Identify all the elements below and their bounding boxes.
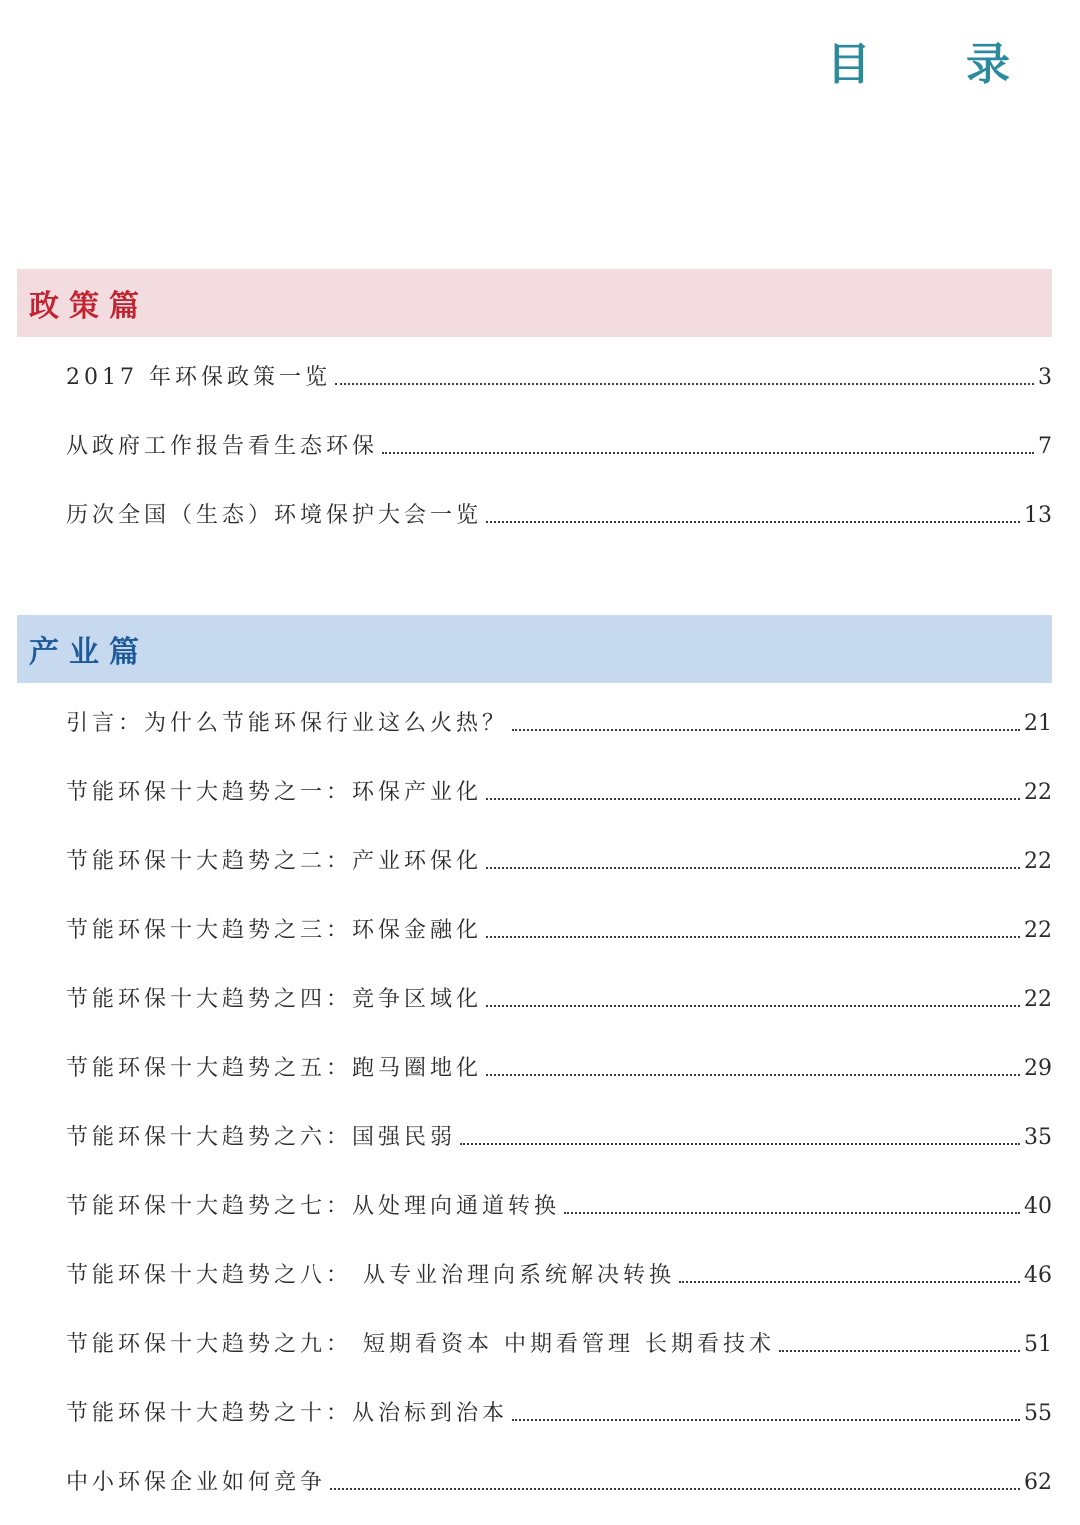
toc-entry-label: 节能环保十大趋势之一：环保产业化 — [66, 780, 483, 805]
page-title: 目 录 — [826, 39, 1050, 90]
toc-entry-label: 节能环保十大趋势之三：环保金融化 — [66, 918, 483, 943]
toc-entry-page: 3 — [1038, 365, 1052, 390]
toc-entry-label: 节能环保十大趋势之八： 从专业治理向系统解决转换 — [66, 1263, 675, 1288]
toc-entry-label: 引言：为什么节能环保行业这么火热？ — [66, 711, 509, 736]
leader-dots — [486, 866, 1020, 869]
leader-dots — [486, 935, 1020, 938]
toc-entry[interactable] — [66, 753, 1052, 822]
toc-entry[interactable] — [66, 1443, 1052, 1512]
toc-entry-page: 7 — [1038, 434, 1052, 459]
toc-entry[interactable] — [66, 1305, 1052, 1374]
toc-entry-label: 节能环保十大趋势之七：从处理向通道转换 — [66, 1194, 561, 1219]
leader-dots — [679, 1280, 1020, 1283]
toc-entry-label: 节能环保十大趋势之九： 短期看资本 中期看管理 长期看技术 — [66, 1332, 775, 1357]
toc-entry[interactable] — [66, 407, 1052, 476]
toc-entry-page: 51 — [1024, 1332, 1052, 1357]
toc-entry-page: 22 — [1024, 849, 1052, 874]
toc-entry-page: 22 — [1024, 918, 1052, 943]
leader-dots — [512, 1418, 1020, 1421]
toc-entry-page: 22 — [1024, 987, 1052, 1012]
toc-entry[interactable] — [66, 822, 1052, 891]
toc-entry[interactable] — [66, 684, 1052, 753]
section-heading-industry: 产业篇 — [17, 615, 1052, 683]
toc-entry[interactable] — [66, 1029, 1052, 1098]
toc-entry-page: 40 — [1024, 1194, 1052, 1219]
toc-entry-label: 节能环保十大趋势之四：竞争区域化 — [66, 987, 483, 1012]
toc-entry-label: 2017 年环保政策一览 — [66, 365, 331, 390]
toc-entry-label: 节能环保十大趋势之十：从治标到治本 — [66, 1401, 509, 1426]
toc-entry-page: 55 — [1024, 1401, 1052, 1426]
leader-dots — [486, 1073, 1020, 1076]
leader-dots — [486, 520, 1020, 523]
toc-entry[interactable] — [66, 476, 1052, 545]
toc-entry-page: 13 — [1024, 503, 1052, 528]
leader-dots — [512, 728, 1020, 731]
toc-list-industry — [66, 684, 1052, 1512]
toc-entry[interactable] — [66, 1374, 1052, 1443]
toc-entry-label: 中小环保企业如何竞争 — [66, 1470, 327, 1495]
toc-entry-page: 21 — [1024, 711, 1052, 736]
toc-entry[interactable] — [66, 1236, 1052, 1305]
toc-entry[interactable] — [66, 1167, 1052, 1236]
toc-entry-label: 从政府工作报告看生态环保 — [66, 434, 379, 459]
toc-entry-label: 节能环保十大趋势之二：产业环保化 — [66, 849, 483, 874]
toc-entry[interactable] — [66, 960, 1052, 1029]
leader-dots — [330, 1487, 1020, 1490]
leader-dots — [779, 1349, 1020, 1352]
toc-entry[interactable] — [66, 1098, 1052, 1167]
toc-list-policy — [66, 338, 1052, 545]
toc-entry-page: 29 — [1024, 1056, 1052, 1081]
toc-entry-page: 35 — [1024, 1125, 1052, 1150]
toc-entry-page: 22 — [1024, 780, 1052, 805]
leader-dots — [486, 1004, 1020, 1007]
toc-entry-page: 46 — [1024, 1263, 1052, 1288]
leader-dots — [460, 1142, 1020, 1145]
toc-entry-label: 节能环保十大趋势之六：国强民弱 — [66, 1125, 457, 1150]
toc-entry[interactable] — [66, 338, 1052, 407]
leader-dots — [486, 797, 1020, 800]
section-heading-policy: 政策篇 — [17, 269, 1052, 337]
toc-entry[interactable] — [66, 891, 1052, 960]
toc-entry-page: 62 — [1024, 1470, 1052, 1495]
toc-entry-label: 节能环保十大趋势之五：跑马圈地化 — [66, 1056, 483, 1081]
leader-dots — [564, 1211, 1020, 1214]
leader-dots — [382, 451, 1034, 454]
leader-dots — [335, 382, 1034, 385]
toc-entry-label: 历次全国（生态）环境保护大会一览 — [66, 503, 483, 528]
